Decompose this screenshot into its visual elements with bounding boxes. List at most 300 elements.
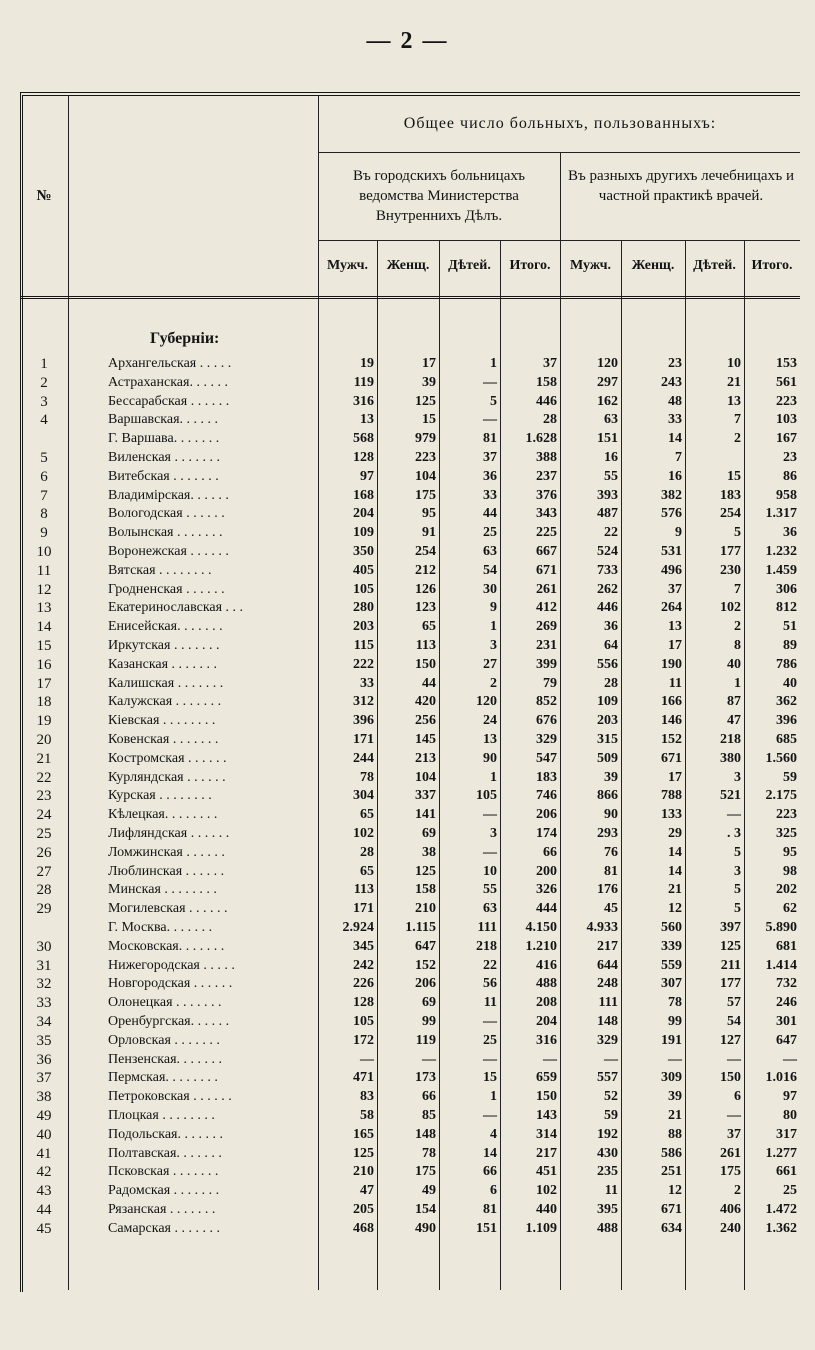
table-cell: 297: [597, 374, 618, 390]
table-cell: 746: [536, 788, 557, 804]
table-cell: 9: [675, 525, 682, 541]
table-row: [20, 844, 800, 863]
row-number: 28: [36, 882, 52, 899]
province-name: Подольская. . . . . . .: [108, 1126, 223, 1142]
table-cell: 5: [490, 393, 497, 409]
row-number: 19: [36, 713, 52, 730]
table-cell: 6: [734, 1089, 741, 1105]
table-cell: 133: [661, 807, 682, 823]
table-cell: 1: [734, 675, 741, 691]
table-cell: 205: [353, 1202, 374, 1217]
table-cell: 661: [776, 1164, 797, 1180]
table-cell: 7: [734, 412, 741, 428]
table-row: [20, 975, 800, 994]
table-row: [20, 1126, 800, 1145]
province-name: Курляндская . . . . . .: [108, 769, 226, 785]
table-cell: 25: [483, 1032, 497, 1048]
table-cell: 56: [483, 976, 497, 992]
table-cell: 350: [353, 544, 374, 559]
row-number: 27: [36, 863, 52, 880]
table-cell: 2: [490, 675, 497, 691]
table-cell: 316: [353, 393, 374, 409]
table-cell: 37: [543, 356, 557, 371]
table-cell: 9: [490, 600, 497, 616]
row-number: 25: [36, 826, 52, 842]
table-cell: 17: [668, 769, 682, 785]
table-cell: 382: [661, 487, 682, 503]
table-cell: 171: [353, 732, 374, 747]
table-cell: 25: [783, 1183, 797, 1199]
table-cell: 183: [536, 769, 557, 785]
column-header: Мужч.: [569, 258, 612, 273]
row-number: 37: [36, 1070, 52, 1087]
table-cell: 119: [353, 374, 374, 390]
table-cell: 671: [661, 1202, 682, 1217]
table-cell: 3: [734, 769, 741, 785]
table-cell: 66: [483, 1164, 497, 1180]
table-cell: 22: [483, 957, 497, 973]
header-rule-top: [318, 152, 800, 153]
table-row: [20, 562, 800, 581]
table-cell: 204: [353, 506, 374, 522]
row-number: 15: [36, 638, 52, 654]
table-cell: 21: [668, 1108, 682, 1123]
row-number: 17: [36, 675, 52, 692]
table-cell: 14: [668, 431, 682, 447]
province-name: Вятская . . . . . . . .: [108, 562, 212, 578]
table-cell: 671: [661, 750, 682, 766]
row-number: 11: [36, 562, 52, 579]
table-cell: 647: [776, 1032, 797, 1048]
table-cell: 1.277: [765, 1145, 797, 1161]
table-row: [20, 468, 800, 487]
table-cell: 786: [776, 656, 797, 672]
table-cell: 200: [536, 863, 557, 879]
table-cell: 667: [536, 544, 557, 559]
table-cell: 150: [720, 1070, 741, 1086]
table-cell: 14: [668, 844, 682, 860]
table-cell: 44: [483, 506, 497, 522]
table-cell: 218: [720, 732, 741, 747]
table-row: [20, 675, 800, 694]
table-cell: 10: [727, 356, 741, 371]
table-cell: 559: [661, 957, 682, 973]
table-cell: 8: [734, 638, 741, 653]
row-number: 35: [36, 1032, 52, 1049]
table-cell: 261: [720, 1145, 741, 1161]
table-cell: 230: [720, 562, 741, 578]
table-row: [20, 769, 800, 788]
table-cell: 109: [597, 694, 618, 710]
table-cell: —: [727, 807, 741, 823]
table-cell: 99: [422, 1014, 436, 1029]
table-cell: 105: [353, 1014, 374, 1029]
table-row: [20, 1182, 800, 1201]
table-cell: 203: [597, 713, 618, 729]
province-name: Кѣлецкая. . . . . . . .: [108, 807, 218, 823]
table-cell: 150: [536, 1089, 557, 1105]
table-cell: 254: [720, 506, 741, 522]
table-cell: 213: [415, 750, 436, 766]
table-cell: 246: [776, 995, 797, 1011]
table-cell: 23: [668, 356, 682, 371]
table-row: [20, 863, 800, 882]
table-cell: 14: [668, 863, 682, 879]
table-cell: 63: [483, 544, 497, 559]
table-cell: 120: [597, 356, 618, 371]
table-row: [20, 543, 800, 562]
table-cell: 13: [668, 619, 682, 635]
table-cell: 304: [353, 788, 374, 804]
table-cell: 225: [536, 525, 557, 541]
table-cell: 254: [415, 544, 436, 559]
province-name: Рязанская . . . . . . .: [108, 1202, 216, 1217]
table-cell: 175: [415, 1164, 436, 1180]
table-row: [20, 524, 800, 543]
table-cell: 206: [415, 976, 436, 992]
table-cell: 105: [476, 788, 497, 804]
table-cell: 13: [727, 393, 741, 409]
table-cell: 210: [415, 901, 436, 917]
table-cell: 1: [490, 769, 497, 785]
table-cell: 1.109: [525, 1220, 557, 1236]
table-row: [20, 806, 800, 825]
table-row: [20, 750, 800, 769]
table-cell: 36: [783, 525, 797, 541]
table-cell: 66: [422, 1089, 436, 1105]
table-cell: 262: [597, 581, 618, 597]
table-cell: 21: [668, 882, 682, 898]
column-header: Дѣтей.: [448, 258, 491, 273]
table-cell: 174: [536, 826, 557, 841]
table-cell: 1.472: [765, 1202, 797, 1217]
table-row: [20, 1107, 800, 1126]
table-cell: 47: [727, 713, 741, 729]
table-cell: 560: [661, 920, 682, 935]
table-cell: 83: [360, 1089, 374, 1105]
row-number: 1: [40, 356, 48, 372]
table-cell: 113: [353, 882, 374, 898]
table-cell: 1.016: [765, 1070, 797, 1086]
table-cell: 202: [776, 882, 797, 898]
table-cell: 21: [727, 374, 741, 390]
table-cell: 557: [597, 1070, 618, 1086]
table-cell: 115: [353, 638, 374, 653]
province-name: Варшавская. . . . . .: [108, 412, 219, 428]
table-cell: 29: [668, 826, 682, 841]
row-number: 9: [40, 525, 48, 542]
table-cell: 152: [661, 732, 682, 747]
row-number: 40: [36, 1126, 52, 1143]
table-cell: —: [483, 807, 497, 823]
table-cell: 87: [727, 694, 741, 710]
province-name: Самарская . . . . . . .: [108, 1220, 220, 1236]
table-cell: 244: [353, 750, 374, 766]
province-name: Плоцкая . . . . . . . .: [108, 1108, 215, 1123]
table-cell: 176: [597, 882, 618, 898]
row-number: 32: [36, 976, 52, 993]
table-cell: 152: [415, 957, 436, 973]
table-cell: 211: [720, 957, 741, 973]
table-cell: 11: [483, 995, 497, 1011]
table-cell: 1.459: [765, 562, 797, 578]
table-cell: 55: [483, 882, 497, 898]
table-row: [20, 656, 800, 675]
table-cell: 24: [483, 713, 497, 729]
section-title: Губерніи:: [150, 330, 220, 347]
table-cell: 210: [353, 1164, 374, 1180]
table-cell: 317: [776, 1126, 797, 1142]
table-cell: 175: [720, 1164, 741, 1180]
table-cell: 127: [720, 1032, 741, 1048]
province-name: Калишская . . . . . . .: [108, 675, 224, 691]
table-row: [20, 787, 800, 806]
table-cell: 102: [353, 826, 374, 841]
table-cell: 444: [536, 901, 557, 917]
table-cell: 90: [604, 807, 618, 823]
table-cell: 104: [415, 769, 436, 785]
table-row: [20, 1088, 800, 1107]
province-name: Г. Варшава. . . . . . .: [108, 431, 220, 447]
table-cell: 237: [536, 468, 557, 484]
row-number: 10: [36, 544, 52, 560]
column-header: Итого.: [509, 258, 551, 273]
table-cell: 15: [483, 1070, 497, 1086]
table-cell: 15: [727, 468, 741, 484]
row-number: 7: [40, 487, 48, 504]
table-cell: 5: [734, 901, 741, 917]
table-cell: 659: [536, 1070, 557, 1086]
table-cell: 231: [536, 638, 557, 653]
row-number: 12: [36, 581, 52, 598]
row-number: 41: [36, 1145, 52, 1162]
table-cell: 30: [483, 581, 497, 597]
table-cell: 150: [415, 656, 436, 672]
table-cell: 4.933: [586, 920, 618, 935]
table-cell: 223: [415, 450, 436, 465]
table-cell: 54: [727, 1014, 741, 1029]
table-cell: 393: [597, 487, 618, 503]
table-cell: 90: [483, 750, 497, 766]
table-cell: 440: [536, 1202, 557, 1217]
table-cell: 451: [536, 1164, 557, 1180]
table-cell: 307: [661, 976, 682, 992]
table-cell: 212: [415, 562, 436, 578]
table-cell: 561: [776, 374, 797, 390]
table-cell: —: [483, 412, 497, 428]
table-cell: 11: [604, 1183, 618, 1199]
table-cell: 958: [776, 487, 797, 503]
table-cell: 671: [536, 562, 557, 578]
table-cell: 568: [353, 431, 374, 447]
table-cell: 208: [536, 995, 557, 1011]
table-row: [20, 599, 800, 618]
table-cell: 487: [597, 506, 618, 522]
group-header-ministry: Въ городскихъ больницахъ ведомства Министерства Внутреннихъ Дѣлъ.: [352, 168, 526, 224]
table-cell: 1: [490, 356, 497, 371]
table-cell: 80: [783, 1108, 797, 1123]
table-cell: 312: [353, 694, 374, 710]
province-name: Ковенская . . . . . . .: [108, 732, 219, 747]
table-cell: 103: [776, 412, 797, 428]
table-cell: 430: [597, 1145, 618, 1161]
table-cell: —: [668, 1051, 682, 1067]
table-cell: 329: [597, 1032, 618, 1048]
main-header: Общее число больныхъ, пользованныхъ:: [403, 115, 717, 132]
table-cell: 420: [415, 694, 436, 710]
table-cell: 732: [776, 976, 797, 992]
table-cell: 10: [483, 863, 497, 879]
table-cell: 81: [604, 863, 618, 879]
table-row: [20, 825, 800, 844]
province-name: Курская . . . . . . . .: [108, 788, 212, 804]
row-number: 34: [36, 1014, 52, 1030]
table-cell: 119: [415, 1032, 436, 1048]
table-cell: 301: [776, 1014, 797, 1029]
table-cell: 405: [353, 562, 374, 578]
page-number: — 2 —: [366, 28, 449, 54]
table-cell: 95: [783, 844, 797, 860]
table-cell: 16: [604, 450, 618, 465]
table-cell: 11: [668, 675, 682, 691]
column-header: Женщ.: [631, 258, 675, 273]
table-cell: 380: [720, 750, 741, 766]
table-cell: 23: [783, 450, 797, 465]
table-cell: 256: [415, 713, 436, 729]
table-cell: 345: [353, 938, 374, 954]
table-cell: 97: [360, 468, 374, 484]
table-cell: 242: [353, 957, 374, 973]
table-cell: 243: [661, 374, 682, 390]
number-column-header: №: [36, 188, 52, 204]
table-cell: 91: [422, 525, 436, 541]
table-cell: 524: [597, 544, 618, 559]
table-cell: 521: [720, 788, 741, 804]
table-cell: 1.210: [525, 938, 557, 954]
table-cell: 44: [422, 675, 436, 691]
table-cell: 2.924: [342, 920, 374, 935]
table-cell: 264: [661, 600, 682, 616]
table-cell: 62: [783, 901, 797, 917]
table-cell: 315: [597, 732, 618, 747]
table-cell: 49: [422, 1183, 436, 1199]
row-number: 26: [36, 844, 52, 861]
table-row: [20, 430, 800, 449]
table-cell: 446: [597, 600, 618, 616]
table-cell: 416: [536, 957, 557, 973]
table-cell: 3: [734, 863, 741, 879]
table-cell: 125: [415, 393, 436, 409]
table-cell: 13: [360, 412, 374, 428]
province-name: Волынская . . . . . . .: [108, 525, 223, 541]
table-cell: 177: [720, 544, 741, 559]
table-cell: 362: [776, 694, 797, 710]
province-name: Калужская . . . . . . .: [108, 694, 222, 710]
table-cell: 13: [483, 732, 497, 747]
table-cell: 33: [668, 412, 682, 428]
table-cell: —: [727, 1051, 741, 1067]
table-cell: 145: [415, 732, 436, 747]
province-name: Иркутская . . . . . . .: [108, 638, 220, 653]
table-cell: 681: [776, 938, 797, 954]
table-cell: 326: [536, 882, 557, 898]
table-row: [20, 1013, 800, 1032]
province-name: Орловская . . . . . . .: [108, 1032, 220, 1048]
table-cell: 468: [353, 1220, 374, 1236]
table-cell: 25: [483, 525, 497, 541]
table-cell: —: [360, 1051, 374, 1067]
table-row: [20, 731, 800, 750]
table-cell: 59: [604, 1108, 618, 1123]
row-number: 31: [36, 957, 52, 974]
table-cell: 192: [597, 1126, 618, 1142]
table-row: [20, 449, 800, 468]
province-name: Бессарабская . . . . . .: [108, 393, 230, 409]
row-number: 18: [36, 694, 52, 711]
table-cell: 397: [720, 920, 741, 935]
table-cell: 98: [783, 863, 797, 879]
table-cell: 102: [536, 1183, 557, 1199]
table-cell: . 3: [727, 826, 741, 841]
table-cell: 86: [783, 468, 797, 484]
table-cell: 37: [727, 1126, 741, 1142]
table-cell: 235: [597, 1164, 618, 1180]
group-header-other: Въ разныхъ другихъ лечебницахъ и частной практикѣ врачей.: [568, 168, 794, 204]
table-cell: 102: [720, 600, 741, 616]
table-row: [20, 505, 800, 524]
table-cell: 183: [720, 487, 741, 503]
table-row: [20, 994, 800, 1013]
table-cell: 1.317: [765, 506, 797, 522]
table-cell: 47: [360, 1183, 374, 1199]
table-cell: 490: [415, 1220, 436, 1236]
table-cell: 269: [536, 619, 557, 635]
table-cell: 153: [776, 356, 797, 371]
table-cell: 39: [604, 769, 618, 785]
table-cell: —: [483, 1108, 497, 1123]
table-cell: 647: [415, 938, 436, 954]
column-header: Женщ.: [386, 258, 430, 273]
table-cell: 158: [536, 374, 557, 390]
header-rule-middle: [318, 240, 800, 241]
row-number: 29: [36, 901, 52, 918]
table-cell: 162: [597, 393, 618, 409]
table-cell: 2: [734, 431, 741, 447]
table-cell: 111: [477, 920, 497, 935]
table-cell: 788: [661, 788, 682, 804]
table-cell: 1.115: [405, 920, 436, 935]
table-cell: 376: [536, 487, 557, 503]
table-row: [20, 900, 800, 919]
province-name: Петроковская . . . . . .: [108, 1089, 232, 1105]
table-cell: 37: [483, 450, 497, 465]
row-number: 2: [40, 374, 48, 391]
row-number: 49: [36, 1108, 52, 1124]
table-cell: 222: [353, 656, 374, 672]
province-name: Ломжинская . . . . . .: [108, 844, 225, 860]
province-name: Оренбургская. . . . . .: [108, 1014, 230, 1029]
table-cell: 36: [604, 619, 618, 635]
table-cell: —: [543, 1051, 557, 1067]
table-cell: 206: [536, 807, 557, 823]
table-cell: 154: [415, 1202, 436, 1217]
table-row: [20, 957, 800, 976]
table-cell: 78: [360, 769, 374, 785]
table-cell: 151: [476, 1220, 497, 1236]
table-cell: 143: [536, 1108, 557, 1123]
province-name: Енисейская. . . . . . .: [108, 619, 223, 635]
table-cell: 5: [734, 844, 741, 860]
